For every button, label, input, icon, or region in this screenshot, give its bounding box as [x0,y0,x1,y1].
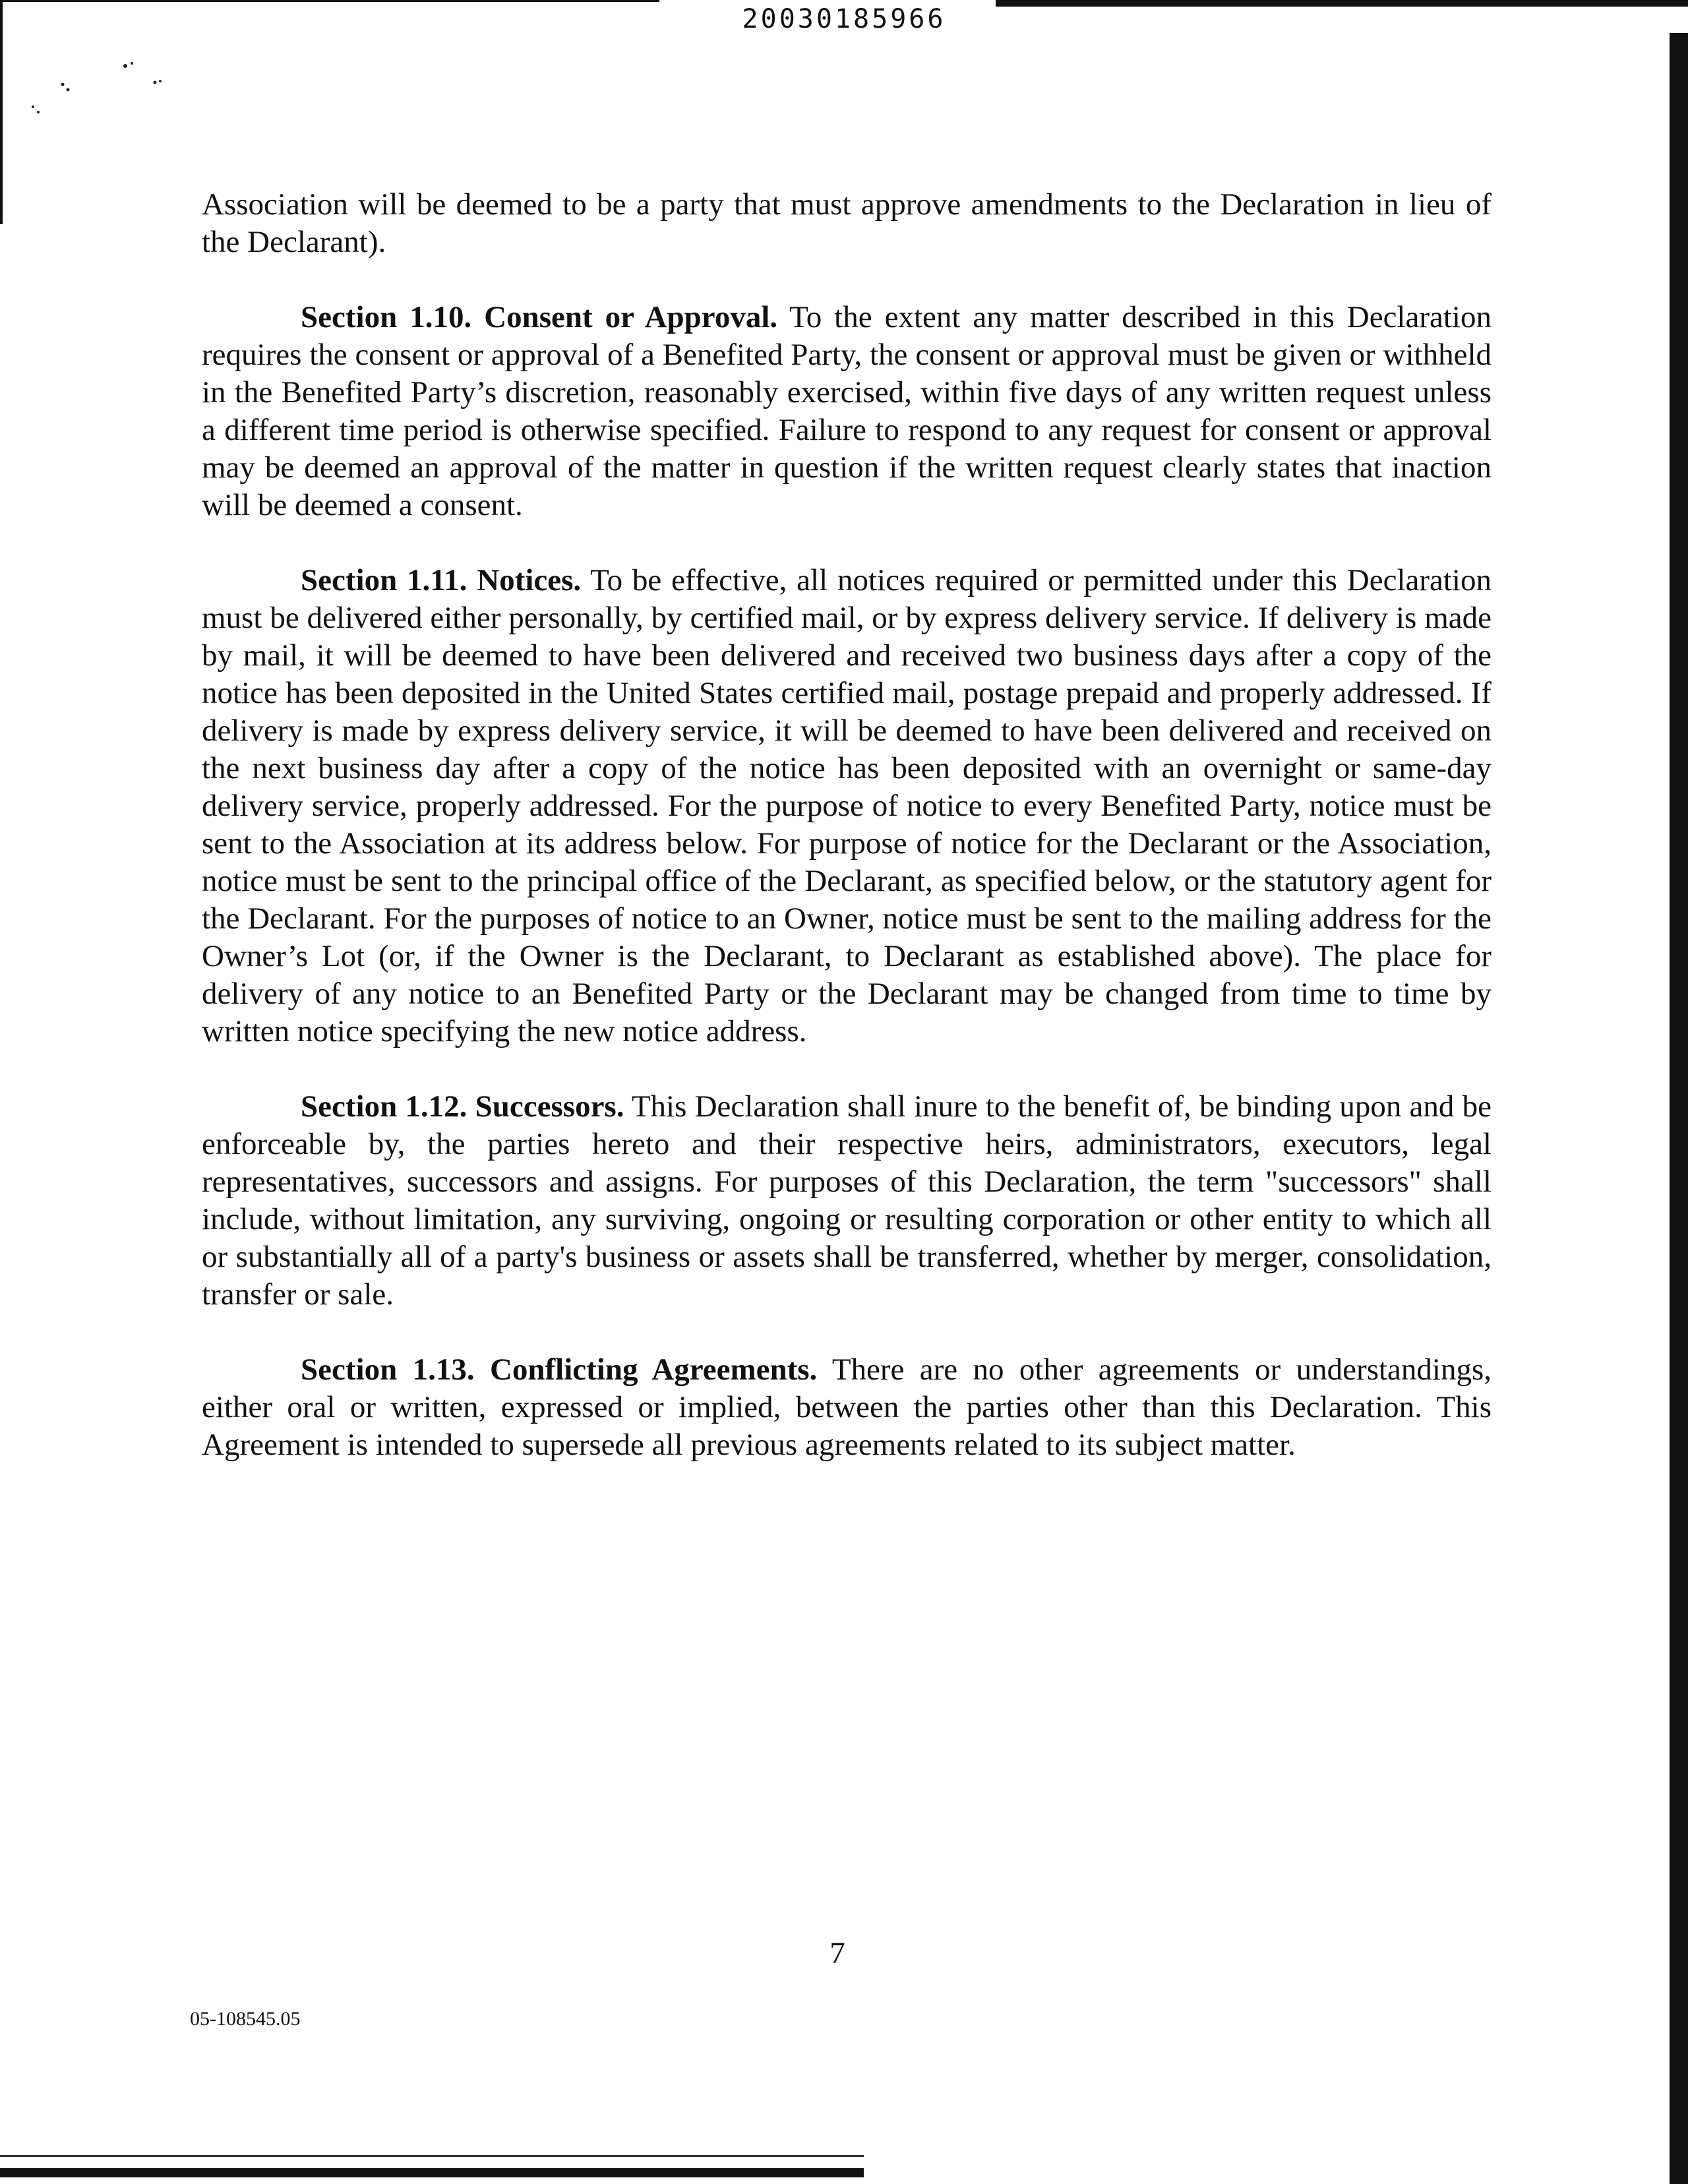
continuation-paragraph: Association will be deemed to be a party that must approve amendments to the Declaration in lieu of the Declarant). [202,187,1492,259]
section-heading: Section 1.13. Conflicting Agreements. [301,1352,818,1387]
section-text: To the extent any matter described in this Declaration requires the consent or approval of a Benefited Party, the consent or approval must be given or withheld in the Benefited Party’s discretion, reasonably exercised, within five days of any written request unless a different time period is otherwise specified. Failure to respond to any request for consent or approval may be deemed an approval of the matter in question if the written request clearly states that inaction will be deemed a consent. [202,300,1492,522]
section-1-13 [202,1351,1492,1464]
section-1-12 [202,1088,1492,1314]
section-text: There are no other agreements or understandings, either oral or written, expressed or implied, between the parties other than this Declaration. This Agreement is intended to supersede all previous agreements related to its subject matter. [202,1352,1492,1462]
scan-border-right [1670,33,1688,2184]
document-body [202,186,1492,1502]
section-heading: Section 1.11. Notices. [301,563,582,597]
section-text: This Declaration shall inure to the benefit of, be binding upon and be enforceable by, the parties hereto and their respective heirs, administrators, executors, legal representatives, successors and assigns. For purposes of this Declaration, the term "successors" shall include, without limitation, any surviving, ongoing or resulting corporation or other entity to which all or substantially all of a party's business or assets shall be transferred, whether by merger, consolidation, transfer or sale. [202,1089,1492,1312]
section-heading: Section 1.12. Successors. [301,1089,624,1124]
section-heading: Section 1.10. Consent or Approval. [301,300,778,334]
scan-specks [26,59,185,119]
document-number: 20030185966 [742,4,946,34]
file-reference: 05-108545.05 [190,2008,301,2030]
page-number: 7 [829,1936,845,1970]
section-text: To be effective, all notices required or permitted under this Declaration must be delivered either personally, by certified mail, or by express delivery service. If delivery is made by mail, it will be deemed to have been delivered and received two business days after a copy of the notice has been deposited in the United States certified mail, postage prepaid and properly addressed. If delivery is made by express delivery service, it will be deemed to have been delivered and received on the next business day after a copy of the notice has been deposited with an overnight or same-day delivery service, properly addressed. For the purpose of notice to every Benefited Party, notice must be sent to the Association at its address below. For purpose of notice for the Declarant or the Association, notice must be sent to the principal office of the Declarant, as specified below, or the statutory agent for the Declarant. For the purposes of notice to an Owner, notice must be sent to the mailing address for the Owner’s Lot (or, if the Owner is the Declarant, to Declarant as established above). The place for delivery of any notice to an Benefited Party or the Declarant may be changed from time to time by written notice specifying the new notice address. [202,563,1492,1048]
scan-border-top [0,0,659,2]
section-1-11 [202,562,1492,1050]
scan-border-bottom [0,2168,864,2177]
scan-border-bottom-thin [0,2155,864,2157]
section-1-10 [202,299,1492,524]
